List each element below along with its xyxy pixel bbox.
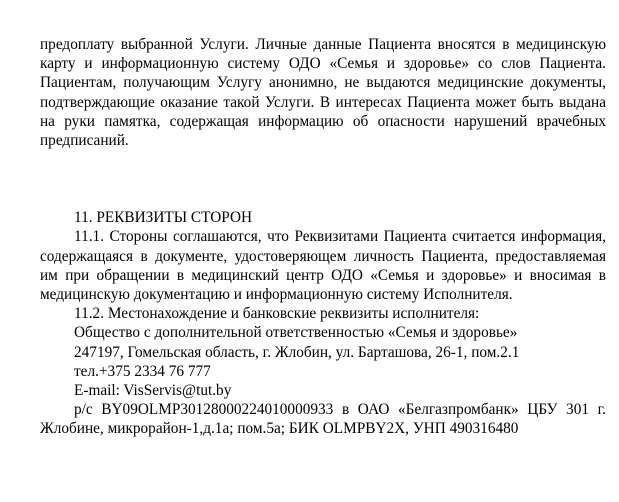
company-address: 247197, Гомельская область, г. Жлобин, ул. Барташова, 26-1, пом.2.1: [74, 343, 520, 361]
section-heading: 11. РЕКВИЗИТЫ СТОРОН: [74, 209, 253, 227]
section-gap: [40, 150, 606, 208]
bank-details: р/с BY09OLMP30128000224010000933 в ОАО «Белгазпромбанк» ЦБУ 301 г. Жлобине, микрорайон-1,д.1а; пом.5а; БИК OLMPBY2X, УНП 490316480: [40, 401, 606, 438]
clause-11-1: 11.1. Стороны соглашаются, что Реквизитами Пациента считается информация, содержащаяся в документе, удостоверяющем личность Пациента, предоставляемая им при обращении в медицинский центр ОДО «Семья и здоровье» и вносимая в медицинскую документацию и информационную систему Исполнителя.: [40, 228, 606, 304]
intro-paragraph: предоплату выбранной Услуги. Личные данные Пациента вносятся в медицинскую карту и информационную систему ОДО «Семья и здоровье» со слов Пациента. Пациентам, получающим Услугу анонимно, не выдаются медицинские документы, подтверждающие оказание такой Услуги. В интересах Пациента может быть выдана на руки памятка, содержащая информацию об опасности нарушений врачебных предписаний.: [40, 36, 606, 150]
document-page: [40, 35, 606, 439]
company-phone: тел.+375 2334 76 777: [74, 362, 211, 380]
company-email: E-mail: VisServis@tut.by: [74, 382, 232, 400]
company-name: Общество с дополнительной ответственностью «Семья и здоровье»: [74, 324, 518, 342]
clause-11-2: 11.2. Местонахождение и банковские реквизиты исполнителя:: [74, 305, 480, 323]
